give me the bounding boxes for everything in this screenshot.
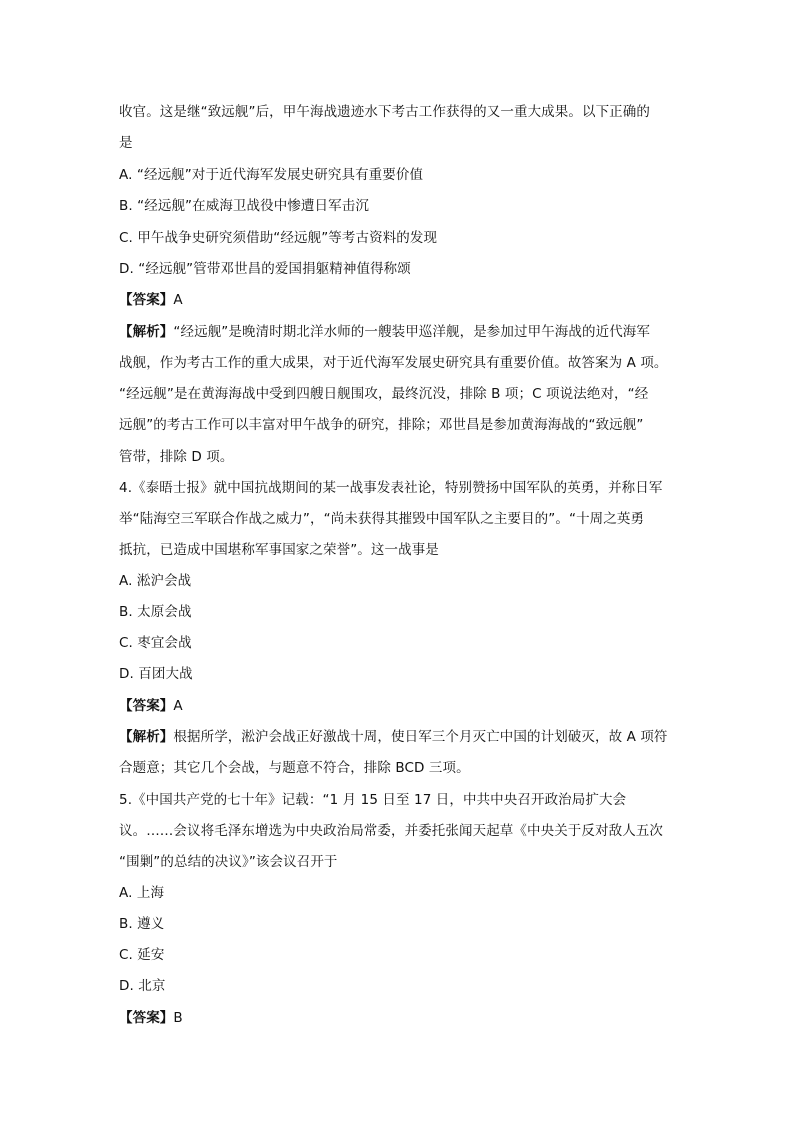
q5-stem-line-3: “围剿”的总结的决议》”该会议召开于 — [119, 854, 338, 870]
q4-option-b: B. 太原会战 — [119, 604, 192, 620]
q3-option-d: D. “经远舰”管带邓世昌的爱国捐躯精神值得称颂 — [119, 261, 411, 277]
q4-analysis-line-1 — [119, 728, 668, 746]
q5-option-b: B. 遵义 — [119, 916, 165, 932]
q3-option-c: C. 甲午战争史研究须借助“经远舰”等考古资料的发现 — [119, 230, 438, 246]
q5-answer — [119, 1009, 183, 1027]
q4-stem-line-2: 举“陆海空三军联合作战之威力”，“尚未获得其摧毁中国军队之主要目的”。“十周之英勇 — [119, 511, 645, 527]
q5-option-c: C. 延安 — [119, 947, 165, 963]
analysis-text: 根据所学，淞沪会战正好激战十周，使日军三个月灭亡中国的计划破灭，故 A 项符 — [173, 729, 668, 745]
answer-label: 【答案】 — [119, 292, 174, 308]
q3-analysis-line-2: 战舰，作为考古工作的重大成果，对于近代海军发展史研究具有重要价值。故答案为 A 项。 — [119, 355, 668, 371]
q3-stem-line-2: 是 — [119, 135, 133, 151]
q3-analysis-line-3: “经远舰”是在黄海海战中受到四艘日舰围攻，最终沉没，排除 B 项；C 项说法绝对，“经 — [119, 386, 649, 402]
q3-option-a: A. “经远舰”对于近代海军发展史研究具有重要价值 — [119, 167, 424, 183]
q5-stem-line-1: 5.《中国共产党的七十年》记载：“1 月 15 日至 17 日，中共中央召开政治局扩大会 — [119, 792, 627, 808]
q3-stem-line-1: 收官。这是继“致远舰”后，甲午海战遗迹水下考古工作获得的又一重大成果。以下正确的 — [119, 104, 650, 120]
answer-label: 【答案】 — [119, 698, 174, 714]
q4-option-d: D. 百团大战 — [119, 666, 193, 682]
q4-analysis-line-2: 合题意；其它几个会战，与题意不符合，排除 BCD 三项。 — [119, 760, 470, 776]
q5-stem-line-2: 议。……会议将毛泽东增选为中央政治局常委，并委托张闻天起草《中央关于反对敌人五次 — [119, 823, 663, 839]
q3-option-b: B. “经远舰”在威海卫战役中惨遭日军击沉 — [119, 198, 369, 214]
q3-analysis-line-4: 远舰”的考古工作可以丰富对甲午战争的研究，排除；邓世昌是参加黄海海战的“致远舰” — [119, 417, 644, 433]
q4-answer — [119, 697, 183, 715]
q4-stem-line-3: 抵抗，已造成中国堪称军事国家之荣誉”。这一战事是 — [119, 542, 439, 558]
q5-option-a: A. 上海 — [119, 885, 165, 901]
q5-option-d: D. 北京 — [119, 978, 166, 994]
answer-value: A — [173, 292, 183, 308]
q3-analysis-line-1 — [119, 323, 650, 341]
answer-value: A — [173, 698, 183, 714]
q4-stem-line-1: 4.《泰晤士报》就中国抗战期间的某一战事发表社论，特别赞扬中国军队的英勇，并称日军 — [119, 480, 663, 496]
analysis-label: 【解析】 — [119, 324, 174, 340]
analysis-label: 【解析】 — [119, 729, 174, 745]
answer-label: 【答案】 — [119, 1010, 174, 1026]
answer-value: B — [173, 1010, 183, 1026]
q4-option-a: A. 淞沪会战 — [119, 573, 192, 589]
q3-answer — [119, 291, 183, 309]
analysis-text: “经远舰”是晚清时期北洋水师的一艘装甲巡洋舰，是参加过甲午海战的近代海军 — [173, 324, 650, 340]
q4-option-c: C. 枣宜会战 — [119, 635, 192, 651]
q3-analysis-line-5: 管带，排除 D 项。 — [119, 449, 234, 465]
